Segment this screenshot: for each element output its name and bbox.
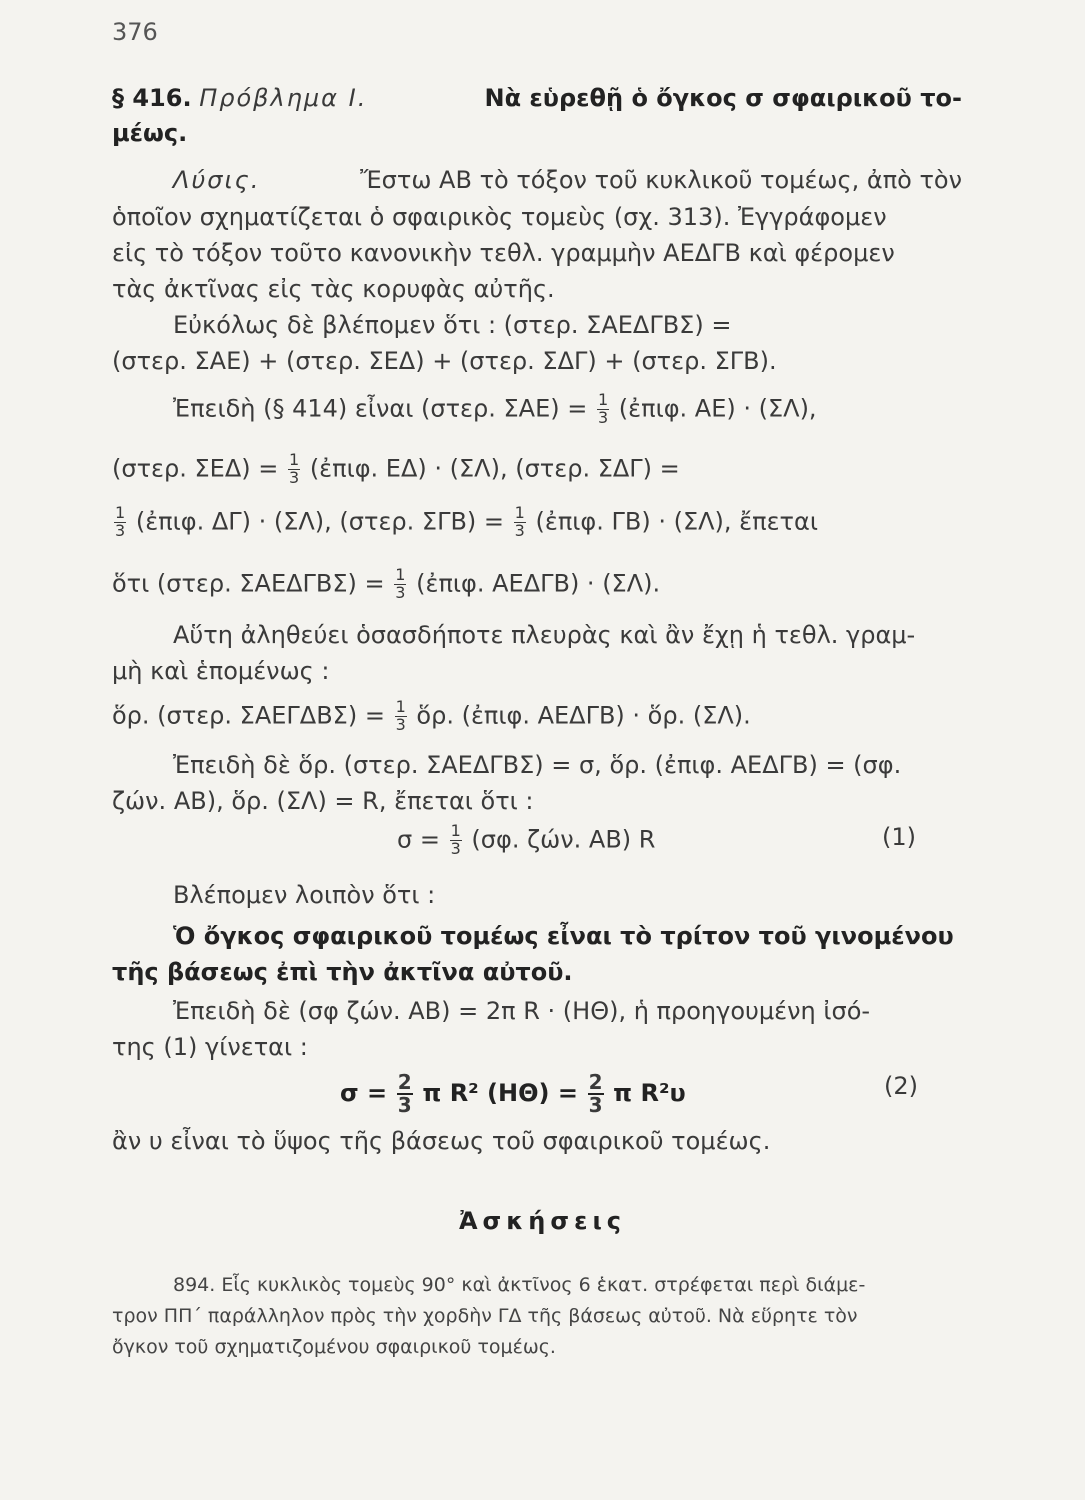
problem-title-cont: μέως. <box>112 119 188 147</box>
formula-line: ὅρ. (στερ. ΣΑΕΓΔΒΣ) = $\frac{1}{3}$ ὅρ. (ἐπιφ. ΑΕΔΓΒ) · ὅρ. (ΣΛ). <box>112 697 751 734</box>
equation-number: (1) <box>882 823 916 851</box>
text-line: ὁποῖον σχηματίζεται ὁ σφαιρικὸς τομεὺς (σχ. 313). Ἐγγράφομεν <box>112 203 887 231</box>
book-page: 376 § 416. Πρόβλημα Ι. Νὰ εὑρεθῇ ὁ ὄγκος σ σφαιρικοῦ το- μέως. Λύσις. Ἔστω ΑΒ τὸ τόξον τοῦ κυκλικοῦ τομέως, ἀπὸ τὸν ὁποῖον σχηματίζεται ὁ σφαιρικὸς τομεὺς (σχ. 313). Ἐγγράφομεν εἰς τὸ τόξον τοῦτο κανονικὴν τεθλ. γραμμὴν ΑΕΔΓΒ καὶ φέρομεν τὰς ἀκτῖνας εἰς τὰς κορυφὰς αὐτῆς. Εὐκόλως δὲ βλέπομεν ὅτι : (στερ. ΣΑΕΔΓΒΣ) = (στερ. ΣΑΕ) + (στερ. ΣΕΔ) + (στερ. ΣΔΓ) + (στερ. ΣΓΒ). Ἐπειδὴ (§ 414) εἶναι (στερ. ΣΑΕ) = $\frac{1}{3}$ (ἐπιφ. ΑΕ) · (ΣΛ), (στερ. ΣΕΔ) = $\frac{1}{3}$ (ἐπιφ. ΕΔ) · (ΣΛ), (στερ. ΣΔΓ) = $\frac{1}{3}$ (ἐπιφ. ΔΓ) · (ΣΛ), (στερ. ΣΓΒ) = $\frac{1}{3}$ (ἐπιφ. ΓΒ) · (ΣΛ), ἔπεται ὅτι (στερ. ΣΑΕΔΓΒΣ) = $\frac{1}{3}$ (ἐπιφ. ΑΕΔΓΒ) · (ΣΛ). Αὕτη ἀληθεύει ὁσασδήποτε πλευρὰς καὶ ἂν ἔχῃ ἡ τεθλ. γραμ- μὴ καὶ ἑπομένως : ὅρ. (στερ. ΣΑΕΓΔΒΣ) = $\frac{1}{3}$ ὅρ. (ἐπιφ. ΑΕΔΓΒ) · ὅρ. (ΣΛ). Ἐπειδὴ δὲ ὅρ. (στερ. ΣΑΕΔΓΒΣ) = σ, ὅρ. (ἐπιφ. ΑΕΔΓΒ) = (σφ. ζών. ΑΒ), ὅρ. (ΣΛ) = R, ἔπεται ὅτι : σ = $\frac{1}{3}$ (σφ. ζών. ΑΒ) R (1) Βλέπομεν λοιπὸν ὅτι : Ὁ ὄγκος σφαιρικοῦ τομέως εἶναι τὸ τρίτον τοῦ γινομένου τῆς βάσεως ἐπὶ τὴν ἀκτῖνα αὐτοῦ. Ἐπειδὴ δὲ (σφ ζών. ΑΒ) = 2π R · (ΗΘ), ἡ προηγουμένη ἰσό- της (1) γίνεται : σ = $\frac{2}{3}$ π R² (ΗΘ) = $\frac{2}{3}$ π R²υ (2) ἂν υ εἶναι τὸ ὕψος τῆς βάσεως τοῦ σφαιρικοῦ τομέως. Ἀσκήσεις 894. Εἷς κυκλικὸς τομεὺς 90° καὶ ἀκτῖνος 6 ἑκατ. στρέφεται περὶ διάμε- τρον ΠΠ΄ παράλληλον πρὸς τὴν χορδὴν ΓΔ τῆς βάσεως αὐτοῦ. Νὰ εὕρητε τὸν ὄγκον τοῦ σχηματιζομένου σφαιρικοῦ τομέως. <box>0 0 1085 1500</box>
formula-line: (στερ. ΣΕΔ) = $\frac{1}{3}$ (ἐπιφ. ΕΔ) · (ΣΛ), (στερ. ΣΔΓ) = <box>112 450 680 487</box>
text-line: (στερ. ΣΑΕ) + (στερ. ΣΕΔ) + (στερ. ΣΔΓ) + (στερ. ΣΓΒ). <box>112 347 777 375</box>
fraction-one-third: $\frac{1}{3}$ <box>288 450 300 487</box>
text-line: ἂν υ εἶναι τὸ ὕψος τῆς βάσεως τοῦ σφαιρικοῦ τομέως. <box>112 1127 771 1155</box>
fraction-one-third: $\frac{1}{3}$ <box>597 390 609 427</box>
theorem-line: Ὁ ὄγκος σφαιρικοῦ τομέως εἶναι τὸ τρίτον τοῦ γινομένου <box>173 922 954 950</box>
fraction-two-thirds: $\frac{2}{3}$ <box>397 1070 412 1117</box>
text-line: Αὕτη ἀληθεύει ὁσασδήποτε πλευρὰς καὶ ἂν ἔχῃ ἡ τεθλ. γραμ- <box>173 621 916 649</box>
fraction-one-third: $\frac{1}{3}$ <box>395 697 406 734</box>
text-line: Βλέπομεν λοιπὸν ὅτι : <box>173 881 436 909</box>
exercise-line: 894. Εἷς κυκλικὸς τομεὺς 90° καὶ ἀκτῖνος 6 ἑκατ. στρέφεται περὶ διάμε- <box>173 1274 866 1296</box>
text-line: Ἐπειδὴ δὲ ὅρ. (στερ. ΣΑΕΔΓΒΣ) = σ, ὅρ. (ἐπιφ. ΑΕΔΓΒ) = (σφ. <box>173 751 902 779</box>
text-line: ζών. ΑΒ), ὅρ. (ΣΛ) = R, ἔπεται ὅτι : <box>112 787 534 815</box>
problem-title: Νὰ εὑρεθῇ ὁ ὄγκος σ σφαιρικοῦ το- <box>484 84 962 112</box>
page-number: 376 <box>112 18 158 46</box>
formula-line: ὅτι (στερ. ΣΑΕΔΓΒΣ) = $\frac{1}{3}$ (ἐπιφ. ΑΕΔΓΒ) · (ΣΛ). <box>112 565 661 602</box>
exercise-line: ὄγκον τοῦ σχηματιζομένου σφαιρικοῦ τομέως. <box>112 1336 556 1358</box>
fraction-one-third: $\frac{1}{3}$ <box>115 503 126 540</box>
fraction-one-third: $\frac{1}{3}$ <box>395 565 406 602</box>
section-symbol: § 416. <box>112 84 192 112</box>
exercises-heading: Ἀσκήσεις <box>458 1207 627 1235</box>
text-line: Εὐκόλως δὲ βλέπομεν ὅτι : (στερ. ΣΑΕΔΓΒΣ) = <box>173 311 732 339</box>
text-line: Ἐπειδὴ δὲ (σφ ζών. ΑΒ) = 2π R · (ΗΘ), ἡ προηγουμένη ἰσό- <box>173 997 871 1025</box>
text-line: εἰς τὸ τόξον τοῦτο κανονικὴν τεθλ. γραμμὴν ΑΕΔΓΒ καὶ φέρομεν <box>112 239 895 267</box>
fraction-one-third: $\frac{1}{3}$ <box>450 821 461 858</box>
fraction-two-thirds: $\frac{2}{3}$ <box>588 1070 603 1117</box>
exercise-line: τρον ΠΠ΄ παράλληλον πρὸς τὴν χορδὴν ΓΔ τῆς βάσεως αὐτοῦ. Νὰ εὕρητε τὸν <box>112 1305 858 1327</box>
problem-label: Πρόβλημα Ι. <box>199 84 368 112</box>
section-heading <box>112 84 962 113</box>
text-line: τὰς ἀκτῖνας εἰς τὰς κορυφὰς αὐτῆς. <box>112 275 555 303</box>
solution-line: Λύσις. Ἔστω ΑΒ τὸ τόξον τοῦ κυκλικοῦ τομέως, ἀπὸ τὸν <box>173 166 962 194</box>
text-line: μὴ καὶ ἑπομένως : <box>112 657 330 685</box>
fraction-one-third: $\frac{1}{3}$ <box>514 503 525 540</box>
equation-number: (2) <box>884 1072 918 1100</box>
text-line: της (1) γίνεται : <box>112 1033 308 1061</box>
formula-line: Ἐπειδὴ (§ 414) εἶναι (στερ. ΣΑΕ) = $\frac{1}{3}$ (ἐπιφ. ΑΕ) · (ΣΛ), <box>173 390 817 427</box>
formula-line: $\frac{1}{3}$ (ἐπιφ. ΔΓ) · (ΣΛ), (στερ. ΣΓΒ) = $\frac{1}{3}$ (ἐπιφ. ΓΒ) · (ΣΛ), ἔπεται <box>115 503 818 540</box>
theorem-line: τῆς βάσεως ἐπὶ τὴν ἀκτῖνα αὐτοῦ. <box>112 958 573 986</box>
solution-label: Λύσις. <box>173 166 261 194</box>
